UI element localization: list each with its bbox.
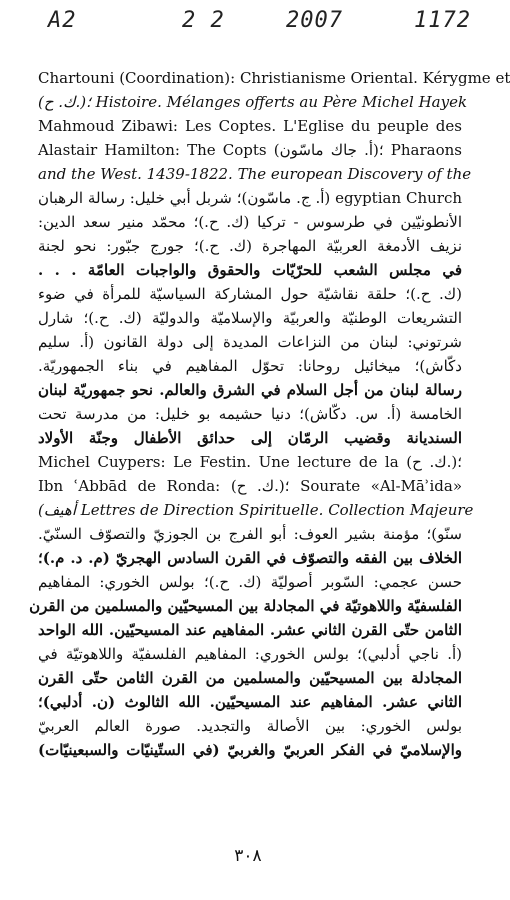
text-line: رسالة لبنان من أجل السلام في الشرق والعالم. نحو جمهوريّة لبنان — [38, 381, 462, 399]
text-line: السنديانة وقضيب الرمّان إلى حدائق الأطفال وجنّة الأولاد — [38, 429, 462, 447]
text-line: الثامن حتّى القرن الثاني عشر. المفاهيم عند المسيحيّين. الله الواحد — [38, 621, 462, 639]
text-line: الأنطونيّين في طرسوس - تركيا (ك. ح.)؛ محمّد منير سعد الدين: — [38, 213, 462, 231]
text-line: والإسلاميّ في الفكر العربيّ والغربيّ (في الستّينيّات والسبعينيّات) — [38, 741, 462, 759]
text-line: الفلسفيّة واللاهوتيّة في المجادلة بين المسيحيّين والمسلمين من القرن — [29, 597, 462, 615]
text-line: Chartouni (Coordination): Christianisme Oriental. Kérygme et — [38, 69, 510, 87]
text-line: Ibn ʿAbbād de Ronda: (ك. ح.)؛ Sourate «Al-Māʾida» — [38, 477, 462, 495]
text-line: الخامسة (أ. س. دكّاش)؛ دنيا حشيمه بو خليل: من مدرسة تحت — [38, 405, 462, 423]
text-line: سنّو)؛ مؤمنة بشير العوف: أبو الفرج بن الجوزيّ والتصوّف السنّيّ. — [38, 525, 462, 543]
text-line: (أ. ناجي أدلبي)؛ بولس الخوري: المفاهيم الفلسفيّة واللاهوتيّة في — [38, 645, 462, 663]
text-line: and the West. 1439-1822. The european Discovery of the — [38, 165, 472, 183]
handwritten-note-2: 2 2 — [182, 8, 225, 33]
bibliography-text-block — [29, 66, 510, 762]
text-line: (أهيف Lettres de Direction Spirituelle. Collection Majeure — [38, 501, 474, 519]
text-line: حسن عجمي: السّوبر أصوليّة (ك. ح.)؛ بولس الخوري: المفاهيم — [38, 573, 462, 591]
text-line: (ك. ح.)؛ حلقة نقاشيّة حول المشاركة السياسيّة للمرأة في ضوء — [38, 285, 462, 303]
text-line: في مجلس الشعب للحرّيّات والحقوق والواجبات العامّة . . . — [38, 261, 462, 279]
handwritten-year: 2007 — [286, 8, 343, 33]
text-line: دكّاش)؛ ميخائيل روحانا: تحوّل المفاهيم في بناء الجمهوريّة. — [38, 357, 462, 375]
text-line: بولس الخوري: بين الأصالة والتجديد. صورة العالم العربيّ — [38, 717, 462, 735]
text-line: الثاني عشر. المفاهيم عند المسيحيّين. الله الثالوث (ن. أدلبي)؛ — [38, 693, 462, 711]
page-number: ٣٠٨ — [234, 846, 262, 866]
text-line: (ك. ح.)؛ Histoire. Mélanges offerts au Père Michel Hayek — [38, 93, 468, 111]
text-line: التشريعات الوطنيّة والعربيّة والإسلاميّة والدوليّة (ك. ح.)؛ شارل — [38, 309, 462, 327]
text-line: نزيف الأدمغة العربيّة المهاجرة (ك. ح.)؛ جورج جبّور: نحو لجنة — [38, 237, 462, 255]
handwritten-number: 1172 — [414, 8, 471, 33]
text-line: Michel Cuypers: Le Festin. Une lecture de la (ك. ح.)؛ — [38, 453, 462, 471]
text-line: Alastair Hamilton: The Copts (أ. جاك ماسّون)؛ Pharaons — [38, 141, 462, 159]
handwritten-note-1: A2 — [48, 8, 77, 33]
text-line: شرتوني: لبنان من النزاعات المديدة إلى دولة القانون (أ. سليم — [38, 333, 462, 351]
text-line: المجادلة بين المسيحيّين والمسلمين من القرن الثامن حتّى القرن — [38, 669, 462, 687]
text-line: Mahmoud Zibawi: Les Coptes. L'Eglise du peuple des — [38, 117, 462, 135]
text-line: egyptian Church (أ. ج. ماسّون)؛ شربل أبي خليل: رسالة الرهبان — [38, 189, 462, 207]
text-line: الخلاف بين الفقه والتصوّف في القرن السادس الهجريّ (م. د. م.)؛ — [38, 549, 462, 567]
